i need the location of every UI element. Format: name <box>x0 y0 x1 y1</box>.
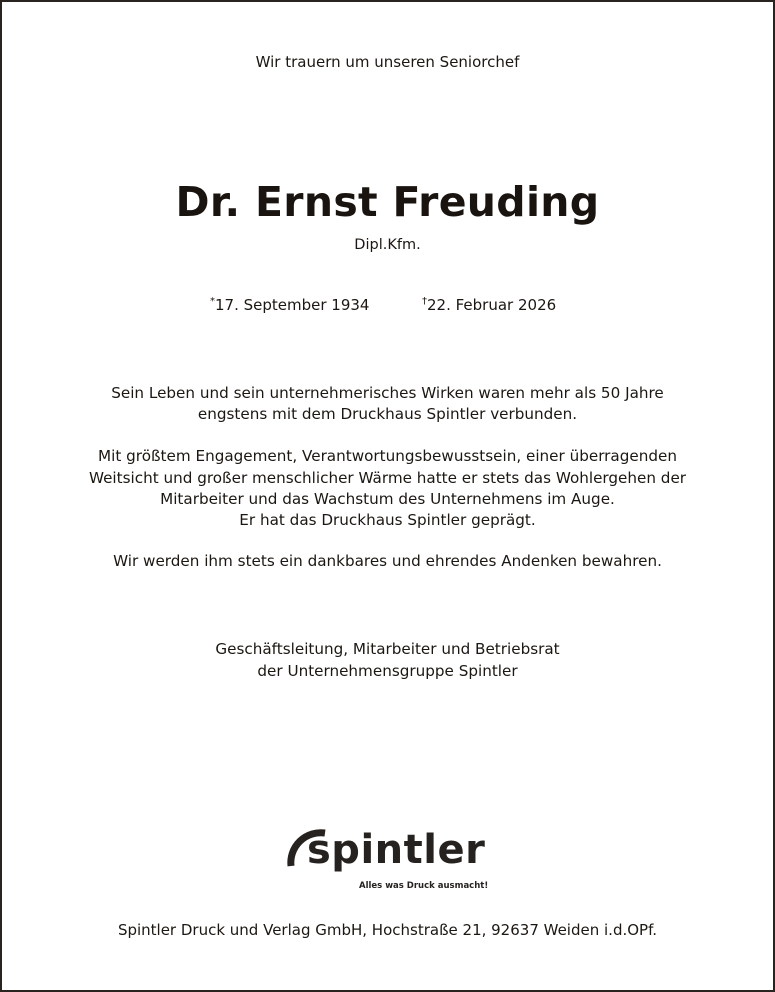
logo-tagline: Alles was Druck ausmacht! <box>359 881 489 891</box>
paragraph-3: Wir werden ihm stets ein dankbares und ehrendes Andenken bewahren. <box>113 552 662 570</box>
birth-symbol: * <box>210 296 215 307</box>
birth-date-text: 17. September 1934 <box>215 296 370 314</box>
birth-date <box>210 296 369 314</box>
death-date <box>422 296 556 314</box>
death-symbol: † <box>422 296 427 307</box>
paragraph-2-line-4: Er hat das Druckhaus Spintler geprägt. <box>239 511 536 529</box>
academic-title: Dipl.Kfm. <box>354 237 421 253</box>
paragraph-2-line-2: Weitsicht und großer menschlicher Wärme hatte er stets das Wohlergehen der <box>88 469 687 487</box>
paragraph-2-line-3: Mitarbeiter und das Wachstum des Unternehmens im Auge. <box>160 490 615 508</box>
deceased-name: Dr. Ernst Freuding <box>175 178 600 226</box>
logo-wordmark: spintler <box>307 827 486 873</box>
paragraph-2-line-1: Mit größtem Engagement, Verantwortungsbewusstsein, einer überragenden <box>98 447 677 465</box>
death-date-text: 22. Februar 2026 <box>427 296 557 314</box>
spintler-logo <box>285 826 505 896</box>
signature-line-1: Geschäftsleitung, Mitarbeiter und Betriebsrat <box>215 640 560 658</box>
paragraph-1-line-1: Sein Leben und sein unternehmerisches Wirken waren mehr als 50 Jahre <box>111 384 664 402</box>
intro-line: Wir trauern um unseren Seniorchef <box>255 53 520 71</box>
signature-line-2: der Unternehmensgruppe Spintler <box>257 662 518 680</box>
footer-address: Spintler Druck und Verlag GmbH, Hochstraße 21, 92637 Weiden i.d.OPf. <box>117 921 658 939</box>
paragraph-1-line-2: engstens mit dem Druckhaus Spintler verbunden. <box>197 405 578 423</box>
